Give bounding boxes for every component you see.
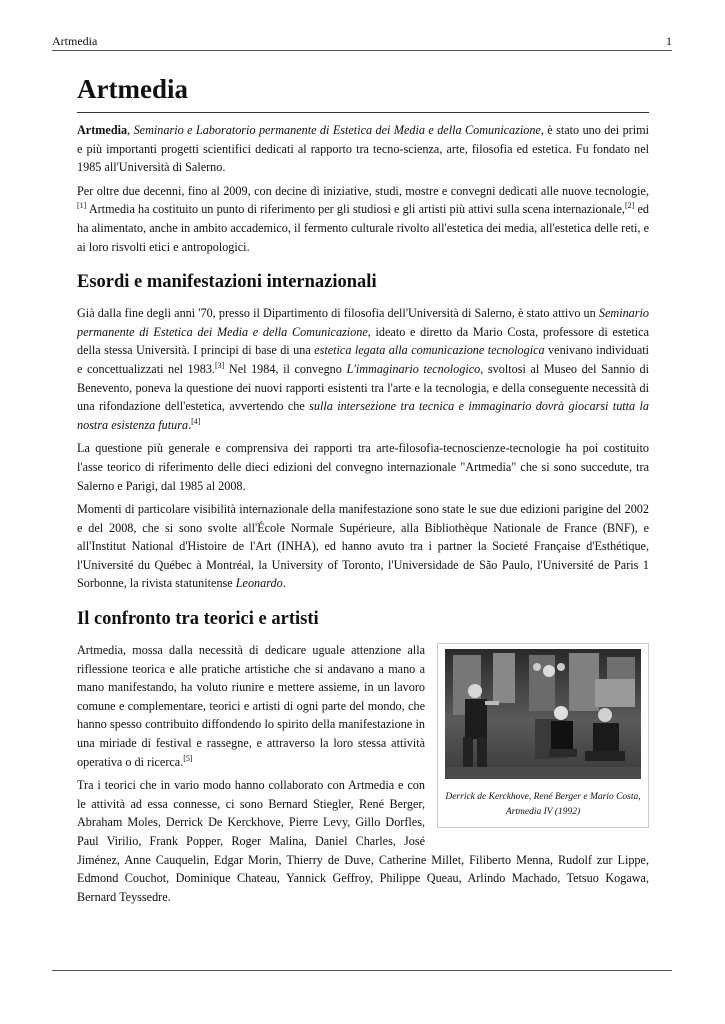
overview-paragraph	[77, 182, 649, 256]
origins-p3-text-2: .	[282, 576, 286, 591]
origins-text-3: venivano individuati e concettualizzati nel 1983.	[77, 343, 649, 376]
origins-text-1: Già dalla fine degli anni '70, presso il Dipartimento di filosofia dell'Università di Salerno, è stato attivo un	[77, 306, 599, 321]
origins-p3-text-1: Momenti di particolare visibilità internazionale della manifestazione sono state le sue due edizioni parigine del 2002 e del 2008, che si sono svolte all'École Normale Supérieure, alla Bibliothèque Nationale de France (BNF), e all'Institut National d'Histoire de l'Art (INHA), ed hanno avuto tra i partner la Societé Française d'Esthétique, l'Université du Québec à Montréal, la University of Toronto, l'Universidade de São Paulo, l'Université de Paris 1 Sorbonne, la rivista statunitense	[77, 502, 649, 591]
theorists-paragraph-2: Tra i teorici che in vario modo hanno collaborato con Artmedia e con le attività ad essa connesse, ci sono Bernard Stiegler, René Berger, Abraham Moles, Derrick De Kerckhove, Pierre Levy, Gillo Dorfles, Paul Virilio, Frank Popper, Roger Malina, Daniel Charles, José Jiménez, Anne Cauquelin, Edgar Morin, Thierry de Duve, Catherine Millet, Filiberto Menna, Rudolf zur Lippe, Edmond Couchot, Dominique Chateau, Yannick Geffroy, Philippe Queau, Arlindo Machado, Tetsuo Kogawa, Bernard Teyssedre.	[77, 778, 649, 904]
reference-link-2[interactable]: [2]	[624, 201, 635, 211]
overview-text-3: ed ha alimentato, anche in ambito accademico, il fermento culturale rivolto all'estetica dei media, all'estetica delle reti, e ai loro risvolti etici e antropologici.	[77, 202, 649, 254]
origins-italic-1: Seminario permanente di Estetica dei Media e della Comunicazione	[77, 306, 649, 339]
overview-text-1: Per oltre due decenni, fino al 2009, con decine di iniziative, studi, mostre e convegni dedicati alle nuove tecnologie,	[77, 183, 649, 198]
origins-paragraph-3	[77, 500, 649, 593]
running-header	[52, 34, 672, 51]
origins-text-5: , svoltosi al Museo del Sannio di Benevento, poneva la questione dei nuovi rapporti esistenti tra l'arte e la tecnologia, e della conseguente necessità di una rifondazione dell'estetica, avvertendo che	[77, 361, 649, 414]
theorists-text-1: Artmedia, mossa dalla necessità di dedicare uguale attenzione alla riflessione teorica e alle pratiche artistiche che si andavano a mano a mano manifestando, ha voluto riunire e mettere assieme, in un lavoro comune e complementare, teorici e artisti di ogni parte del mondo, che hanno spesso contribuito diffondendo lo spirito della manifestazione in una miriade di festival e rassegne, e attraverso la loro stessa attività operativa o di ricerca.	[77, 643, 425, 769]
reference-link-4[interactable]: [4]	[191, 416, 201, 426]
conference-photo[interactable]	[445, 649, 641, 779]
article-body	[77, 72, 649, 911]
section-heading-origins: Esordi e manifestazioni internazionali	[77, 272, 377, 293]
intro-text: , è stato uno dei primi e più importanti progetti scientifici dedicati al rapporto tra tecno-scienza, arte, filosofia ed estetica. Fu fondato nel 1985 all'Università di Salerno.	[77, 123, 649, 175]
intro-paragraph	[77, 121, 649, 177]
section-heading-theorists: Il confronto tra teorici e artisti	[77, 609, 319, 630]
reference-link-5[interactable]: [5]	[183, 753, 193, 763]
origins-text-2: , ideato e diretto da Mario Costa, professore di estetica della stessa Università. I principi di base di una	[77, 324, 649, 358]
origins-text-4: Nel 1984, il convegno	[224, 361, 347, 376]
origins-paragraph-1	[77, 304, 649, 434]
figure-thumbnail[interactable]	[437, 643, 649, 828]
reference-link-1[interactable]: [1]	[77, 201, 87, 211]
origins-italic-3: L'immaginario tecnologico	[346, 361, 481, 376]
origins-italic-2: estetica legata alla comunicazione tecnologica	[314, 343, 545, 358]
running-header-title: Artmedia	[52, 34, 98, 48]
article-title: Artmedia	[77, 72, 649, 113]
reference-link-3[interactable]: [3]	[214, 360, 225, 370]
intro-italic-subtitle: Seminario e Laboratorio permanente di Estetica dei Media e della Comunicazione	[133, 123, 541, 137]
footer-rule	[52, 970, 672, 971]
origins-p3-italic: Leonardo	[235, 576, 283, 591]
intro-bold-term: Artmedia	[77, 123, 128, 137]
overview-text-2: Artmedia ha costituito un punto di riferimento per gli studiosi e gli artisti più attivi sulla scena internazionale,	[86, 202, 625, 217]
intro-comma: ,	[127, 123, 134, 137]
origins-text-6: .	[188, 417, 192, 432]
origins-paragraph-2: La questione più generale e comprensiva dei rapporti tra arte-filosofia-tecnoscienze-tecnologie ha poi costituito l'asse teorico di riferimento delle dieci edizioni del convegno internazionale "Artmedia" che si sono succedute, tra Salerno e Parigi, dal 1985 al 2008.	[77, 441, 649, 493]
page-number: 1	[666, 34, 672, 48]
origins-italic-4: sulla intersezione tra tecnica e immaginario dovrà giocarsi tutta la nostra esistenza futura	[77, 399, 649, 432]
figure-caption: Derrick de Kerckhove, René Berger e Mario Costa, Artmedia IV (1992)	[445, 792, 641, 818]
